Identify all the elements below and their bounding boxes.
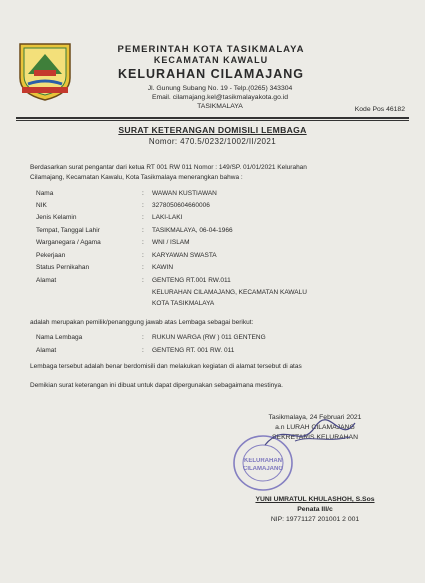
field-value: GENTENG RT. 001 RW. 011 [152, 347, 235, 354]
field-value: WNI / ISLAM [152, 239, 190, 246]
postal-code: Kode Pos 46182 [354, 106, 405, 113]
field-colon: : [142, 277, 144, 284]
field-colon: : [142, 190, 144, 197]
handwritten-signature-icon [255, 415, 365, 455]
field-label: Nama Lembaga [36, 334, 83, 341]
office-name: KELURAHAN CILAMAJANG [118, 67, 304, 81]
field-label: Nama [36, 190, 54, 197]
field-value: LAKI-LAKI [152, 214, 183, 221]
email-line: Email. cilamajang.kel@tasikmalayakota.go.id [151, 94, 289, 101]
place-date: Tasikmalaya, 24 Februari 2021 [268, 414, 362, 421]
document-title: SURAT KETERANGAN DOMISILI LEMBAGA [118, 125, 307, 135]
field-value: TASIKMALAYA, 06-04-1966 [152, 227, 233, 234]
closing-statement: Demikian surat keterangan ini dibuat untuk dapat dipergunakan sebagaimana mestinya. [30, 382, 283, 389]
ownership-statement: adalah merupakan pemilik/penanggung jawab atas Lembaga sebagai berikut: [30, 319, 254, 326]
intro-line-1: Berdasarkan surat pengantar dari ketua RT 001 RW 011 Nomor : 149/SP. 01/01/2021 Kelurahan [30, 164, 307, 171]
field-value: 3278050604660006 [152, 202, 210, 209]
field-label: NIK [36, 202, 47, 209]
field-colon: : [142, 227, 144, 234]
field-label: Tempat, Tanggal Lahir [36, 227, 100, 234]
government-name: PEMERINTAH KOTA TASIKMALAYA [117, 44, 305, 55]
field-colon: : [142, 214, 144, 221]
svg-text:CILAMAJANG: CILAMAJANG [243, 466, 283, 472]
signer-nip: NIP: 19771127 201001 2 001 [270, 516, 360, 523]
field-value: WAWAN KUSTIAWAN [152, 190, 217, 197]
letterhead [96, 44, 326, 82]
field-value: KAWIN [152, 264, 174, 271]
field-value: RUKUN WARGA (RW ) 011 GENTENG [152, 334, 266, 341]
address-line: Jl. Gunung Subang No. 19 - Telp.(0265) 343304 [147, 85, 293, 92]
intro-paragraph [30, 163, 400, 183]
field-label: Alamat [36, 347, 57, 354]
field-colon: : [142, 264, 144, 271]
field-label: Jenis Kelamin [36, 214, 77, 221]
header-divider-thin [16, 120, 409, 121]
field-value: KARYAWAN SWASTA [152, 252, 217, 259]
field-label: Status Pernikahan [36, 264, 90, 271]
address-line-3: KOTA TASIKMALAYA [152, 300, 215, 307]
office-address [110, 84, 330, 111]
field-colon: : [142, 334, 144, 341]
signer-rank: Penata III/c [297, 506, 333, 513]
field-colon: : [142, 239, 144, 246]
field-colon: : [142, 252, 144, 259]
address-line-2: KELURAHAN CILAMAJANG, KECAMATAN KAWALU [152, 289, 307, 296]
district-name: KECAMATAN KAWALU [153, 55, 269, 65]
field-label: Alamat [36, 277, 57, 284]
field-colon: : [142, 202, 144, 209]
signer-role: SEKRETARIS KELURAHAN [272, 434, 358, 441]
field-colon: : [142, 347, 144, 354]
domicile-statement: Lembaga tersebut adalah benar berdomisili dan melakukan kegiatan di alamat tersebut di atas [30, 363, 302, 370]
field-label: Warganegara / Agama [36, 239, 101, 246]
on-behalf: a.n LURAH CILAMAJANG [275, 424, 355, 431]
city-line: TASIKMALAYA [197, 103, 243, 110]
city-emblem-icon [16, 40, 74, 102]
signer-name: YUNI UMRATUL KHULASHOH, S.Sos [255, 496, 375, 503]
header-divider [16, 117, 409, 119]
intro-line-2: Cilamajang, Kecamatan Kawalu, Kota Tasikmalaya menerangkan bahwa : [30, 174, 243, 181]
field-label: Pekerjaan [36, 252, 66, 259]
field-value: GENTENG RT.001 RW.011 [152, 277, 231, 284]
signer-details [230, 495, 400, 525]
svg-text:KELURAHAN: KELURAHAN [244, 458, 282, 464]
document-number: Nomor: 470.5/0232/1002/II/2021 [148, 137, 277, 146]
